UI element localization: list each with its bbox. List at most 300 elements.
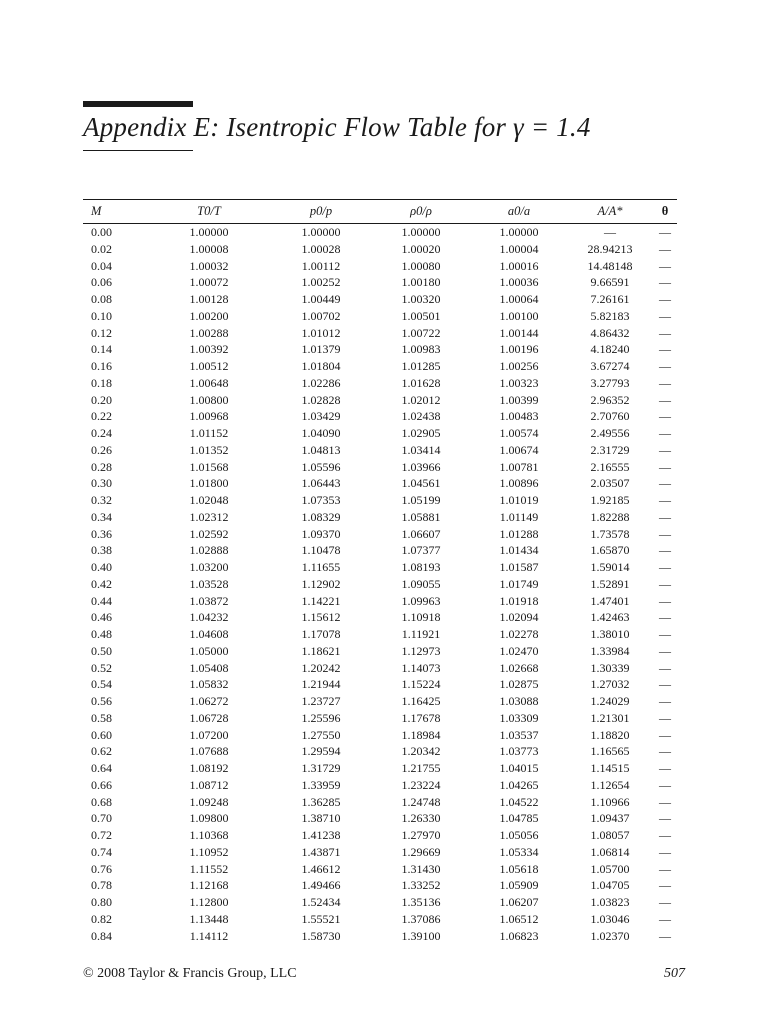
density-ratio-cell: 1.18984 (401, 727, 441, 742)
area-ratio-cell: 1.38010 (590, 627, 630, 641)
pressure-ratio-cell: 1.11655 (301, 560, 341, 574)
mach-cell: 0.04 (91, 258, 112, 273)
theta-cell: — (659, 660, 671, 675)
sound-speed-ratio-cell: 1.01434 (499, 543, 539, 558)
sound-speed-ratio-cell: 1.06512 (499, 911, 539, 926)
density-ratio-cell: 1.02012 (401, 392, 441, 407)
mach-cell: 0.56 (91, 694, 112, 708)
pressure-ratio-cell: 1.43871 (301, 844, 341, 859)
density-ratio-cell: 1.27970 (401, 828, 441, 842)
theta-cell: — (659, 258, 671, 273)
table-row (83, 224, 677, 241)
table-row (83, 861, 677, 878)
mach-cell: 0.12 (91, 325, 112, 340)
temperature-ratio-cell: 1.11552 (189, 861, 229, 876)
sound-speed-ratio-cell: 1.00064 (499, 292, 539, 306)
density-ratio-cell: 1.03966 (401, 459, 441, 474)
table-row (83, 375, 677, 392)
temperature-ratio-cell: 1.02592 (189, 526, 229, 541)
area-ratio-cell: 1.03823 (590, 895, 630, 909)
theta-cell: — (659, 710, 671, 725)
mach-cell: 0.60 (91, 727, 112, 742)
density-ratio-cell: 1.05881 (401, 509, 441, 524)
area-ratio-cell: 1.21301 (590, 710, 630, 725)
area-ratio-cell: 1.08057 (590, 828, 630, 842)
theta-cell: — (659, 275, 671, 290)
theta-cell: — (659, 861, 671, 876)
area-ratio-cell: 1.24029 (590, 694, 630, 708)
table-row (83, 542, 677, 559)
temperature-ratio-cell: 1.00392 (189, 342, 229, 357)
sound-speed-ratio-cell: 1.00144 (499, 325, 539, 340)
mach-cell: 0.80 (91, 895, 112, 909)
table-row (83, 308, 677, 325)
density-ratio-cell: 1.10918 (401, 610, 441, 625)
header-pressure-ratio: p0/p (271, 200, 371, 224)
table-row (83, 459, 677, 476)
mach-cell: 0.26 (91, 442, 112, 457)
theta-cell: — (659, 576, 671, 591)
sound-speed-ratio-cell: 1.05618 (499, 861, 539, 876)
mach-cell: 0.24 (91, 426, 112, 440)
table-row (83, 341, 677, 358)
temperature-ratio-cell: 1.03528 (189, 576, 229, 591)
temperature-ratio-cell: 1.03200 (189, 560, 229, 574)
area-ratio-cell: 1.14515 (590, 761, 630, 775)
temperature-ratio-cell: 1.00512 (189, 359, 229, 373)
theta-cell: — (659, 359, 671, 373)
temperature-ratio-cell: 1.00008 (189, 241, 229, 256)
temperature-ratio-cell: 1.04232 (189, 610, 229, 625)
mach-cell: 0.54 (91, 677, 112, 692)
density-ratio-cell: 1.04561 (401, 476, 441, 491)
area-ratio-cell: 2.96352 (590, 392, 630, 407)
theta-cell: — (659, 308, 671, 323)
theta-cell: — (659, 811, 671, 826)
pressure-ratio-cell: 1.00000 (301, 225, 341, 239)
theta-cell: — (659, 677, 671, 692)
temperature-ratio-cell: 1.05832 (189, 677, 229, 692)
theta-cell: — (659, 878, 671, 893)
mach-cell: 0.14 (91, 342, 112, 357)
pressure-ratio-cell: 1.14221 (301, 593, 341, 608)
theta-cell: — (659, 828, 671, 842)
density-ratio-cell: 1.31430 (401, 861, 441, 876)
sound-speed-ratio-cell: 1.03537 (499, 727, 539, 742)
pressure-ratio-cell: 1.00702 (301, 308, 341, 323)
table-row (83, 928, 677, 945)
mach-cell: 0.74 (91, 844, 112, 859)
sound-speed-ratio-cell: 1.00256 (499, 359, 539, 373)
sound-speed-ratio-cell: 1.00574 (499, 426, 539, 440)
theta-cell: — (659, 794, 671, 809)
table-row (83, 576, 677, 593)
mach-cell: 0.16 (91, 359, 112, 373)
temperature-ratio-cell: 1.06272 (189, 694, 229, 708)
temperature-ratio-cell: 1.04608 (189, 627, 229, 641)
pressure-ratio-cell: 1.58730 (301, 928, 341, 943)
density-ratio-cell: 1.14073 (401, 660, 441, 675)
sound-speed-ratio-cell: 1.01149 (499, 509, 539, 524)
mach-cell: 0.78 (91, 878, 112, 893)
sound-speed-ratio-cell: 1.03773 (499, 744, 539, 759)
density-ratio-cell: 1.12973 (401, 643, 441, 658)
pressure-ratio-cell: 1.12902 (301, 576, 341, 591)
area-ratio-cell: 14.48148 (587, 258, 633, 273)
temperature-ratio-cell: 1.01800 (189, 476, 229, 491)
area-ratio-cell: 5.82183 (590, 308, 630, 323)
density-ratio-cell: 1.11921 (401, 627, 441, 641)
sound-speed-ratio-cell: 1.06823 (499, 928, 539, 943)
table-row (83, 827, 677, 844)
area-ratio-cell: 1.18820 (590, 727, 630, 742)
sound-speed-ratio-cell: 1.00399 (499, 392, 539, 407)
header-temperature-ratio: T0/T (123, 200, 271, 224)
theta-cell: — (659, 543, 671, 558)
density-ratio-cell: 1.00320 (401, 292, 441, 306)
temperature-ratio-cell: 1.09800 (189, 811, 229, 826)
temperature-ratio-cell: 1.01568 (189, 459, 229, 474)
table-row (83, 760, 677, 777)
density-ratio-cell: 1.00080 (401, 258, 441, 273)
theta-cell: — (659, 476, 671, 491)
sound-speed-ratio-cell: 1.02875 (499, 677, 539, 692)
table-row (83, 274, 677, 291)
area-ratio-cell: 1.05700 (590, 861, 630, 876)
density-ratio-cell: 1.15224 (401, 677, 441, 692)
sound-speed-ratio-cell: 1.02278 (499, 627, 539, 641)
sound-speed-ratio-cell: 1.01288 (499, 526, 539, 541)
temperature-ratio-cell: 1.05408 (189, 660, 229, 675)
sound-speed-ratio-cell: 1.04785 (499, 811, 539, 826)
density-ratio-cell: 1.00501 (401, 308, 441, 323)
density-ratio-cell: 1.23224 (401, 777, 441, 792)
temperature-ratio-cell: 1.07200 (189, 727, 229, 742)
pressure-ratio-cell: 1.25596 (301, 710, 341, 725)
temperature-ratio-cell: 1.14112 (189, 928, 229, 943)
area-ratio-cell: 1.02370 (590, 928, 630, 943)
temperature-ratio-cell: 1.02048 (189, 493, 229, 507)
sound-speed-ratio-cell: 1.05056 (499, 828, 539, 842)
sound-speed-ratio-cell: 1.00100 (499, 308, 539, 323)
theta-cell: — (659, 225, 671, 239)
pressure-ratio-cell: 1.52434 (301, 895, 341, 909)
pressure-ratio-cell: 1.00252 (301, 275, 341, 290)
theta-cell: — (659, 744, 671, 759)
density-ratio-cell: 1.07377 (401, 543, 441, 558)
sound-speed-ratio-cell: 1.02094 (499, 610, 539, 625)
temperature-ratio-cell: 1.06728 (189, 710, 229, 725)
temperature-ratio-cell: 1.07688 (189, 744, 229, 759)
table-row (83, 609, 677, 626)
temperature-ratio-cell: 1.00200 (189, 308, 229, 323)
table-row (83, 844, 677, 861)
temperature-ratio-cell: 1.00072 (189, 275, 229, 290)
table-row (83, 626, 677, 643)
density-ratio-cell: 1.16425 (401, 694, 441, 708)
temperature-ratio-cell: 1.08712 (189, 777, 229, 792)
mach-cell: 0.42 (91, 576, 112, 591)
pressure-ratio-cell: 1.49466 (301, 878, 341, 893)
sound-speed-ratio-cell: 1.02470 (499, 643, 539, 658)
table-row (83, 492, 677, 509)
pressure-ratio-cell: 1.27550 (301, 727, 341, 742)
table-body (83, 224, 677, 945)
temperature-ratio-cell: 1.00128 (189, 292, 229, 306)
mach-cell: 0.46 (91, 610, 112, 625)
page-number: 507 (664, 966, 685, 981)
area-ratio-cell: 4.86432 (590, 325, 630, 340)
area-ratio-cell: 1.59014 (590, 560, 630, 574)
table-row (83, 593, 677, 610)
pressure-ratio-cell: 1.02286 (301, 375, 341, 390)
table-row (83, 509, 677, 526)
pressure-ratio-cell: 1.31729 (301, 761, 341, 775)
mach-cell: 0.82 (91, 911, 112, 926)
density-ratio-cell: 1.24748 (401, 794, 441, 809)
mach-cell: 0.84 (91, 928, 112, 943)
sound-speed-ratio-cell: 1.04015 (499, 761, 539, 775)
pressure-ratio-cell: 1.20242 (301, 660, 341, 675)
table-header-row (83, 200, 677, 224)
pressure-ratio-cell: 1.02828 (301, 392, 341, 407)
pressure-ratio-cell: 1.23727 (301, 694, 341, 708)
sound-speed-ratio-cell: 1.00016 (499, 258, 539, 273)
pressure-ratio-cell: 1.00112 (301, 258, 341, 273)
theta-cell: — (659, 895, 671, 909)
theta-cell: — (659, 777, 671, 792)
table-row (83, 408, 677, 425)
theta-cell: — (659, 560, 671, 574)
temperature-ratio-cell: 1.10952 (189, 844, 229, 859)
sound-speed-ratio-cell: 1.00323 (499, 375, 539, 390)
temperature-ratio-cell: 1.00288 (189, 325, 229, 340)
title-underline (83, 150, 193, 151)
mach-cell: 0.02 (91, 241, 112, 256)
table-row (83, 291, 677, 308)
sound-speed-ratio-cell: 1.00483 (499, 409, 539, 424)
mach-cell: 0.20 (91, 392, 112, 407)
table-row (83, 660, 677, 677)
table-row (83, 358, 677, 375)
table-row (83, 526, 677, 543)
area-ratio-cell: 1.65870 (590, 543, 630, 558)
sound-speed-ratio-cell: 1.01749 (499, 576, 539, 591)
sound-speed-ratio-cell: 1.00896 (499, 476, 539, 491)
mach-cell: 0.40 (91, 560, 112, 574)
density-ratio-cell: 1.09055 (401, 576, 441, 591)
sound-speed-ratio-cell: 1.00674 (499, 442, 539, 457)
area-ratio-cell: 28.94213 (587, 241, 633, 256)
theta-cell: — (659, 509, 671, 524)
mach-cell: 0.34 (91, 509, 112, 524)
area-ratio-cell: 1.47401 (590, 593, 630, 608)
mach-cell: 0.44 (91, 593, 112, 608)
density-ratio-cell: 1.29669 (401, 844, 441, 859)
table-row (83, 810, 677, 827)
theta-cell: — (659, 241, 671, 256)
density-ratio-cell: 1.00983 (401, 342, 441, 357)
temperature-ratio-cell: 1.01152 (189, 426, 229, 440)
sound-speed-ratio-cell: 1.02668 (499, 660, 539, 675)
mach-cell: 0.00 (91, 225, 112, 239)
table-row (83, 475, 677, 492)
area-ratio-cell: 1.52891 (590, 576, 630, 591)
pressure-ratio-cell: 1.04813 (301, 442, 341, 457)
sound-speed-ratio-cell: 1.05909 (499, 878, 539, 893)
theta-cell: — (659, 643, 671, 658)
mach-cell: 0.76 (91, 861, 112, 876)
area-ratio-cell: 1.33984 (590, 643, 630, 658)
density-ratio-cell: 1.17678 (401, 710, 441, 725)
temperature-ratio-cell: 1.12168 (189, 878, 229, 893)
theta-cell: — (659, 694, 671, 708)
table-row (83, 241, 677, 258)
area-ratio-cell: 1.03046 (590, 911, 630, 926)
temperature-ratio-cell: 1.13448 (189, 911, 229, 926)
density-ratio-cell: 1.20342 (401, 744, 441, 759)
header-sound-speed-ratio: a0/a (471, 200, 567, 224)
theta-cell: — (659, 761, 671, 775)
table-row (83, 877, 677, 894)
theta-cell: — (659, 325, 671, 340)
pressure-ratio-cell: 1.29594 (301, 744, 341, 759)
isentropic-flow-table (83, 199, 677, 944)
density-ratio-cell: 1.00722 (401, 325, 441, 340)
density-ratio-cell: 1.01285 (401, 359, 441, 373)
mach-cell: 0.32 (91, 493, 112, 507)
density-ratio-cell: 1.39100 (401, 928, 441, 943)
mach-cell: 0.58 (91, 710, 112, 725)
area-ratio-cell: 3.67274 (590, 359, 630, 373)
header-density-ratio: ρ0/ρ (371, 200, 471, 224)
sound-speed-ratio-cell: 1.01587 (499, 560, 539, 574)
pressure-ratio-cell: 1.00028 (301, 241, 341, 256)
density-ratio-cell: 1.37086 (401, 911, 441, 926)
isentropic-flow-table-container (83, 199, 677, 944)
pressure-ratio-cell: 1.17078 (301, 627, 341, 641)
temperature-ratio-cell: 1.05000 (189, 643, 229, 658)
pressure-ratio-cell: 1.07353 (301, 493, 341, 507)
theta-cell: — (659, 442, 671, 457)
table-row (83, 643, 677, 660)
density-ratio-cell: 1.00000 (401, 225, 441, 239)
table-row (83, 258, 677, 275)
temperature-ratio-cell: 1.02312 (189, 509, 229, 524)
pressure-ratio-cell: 1.06443 (301, 476, 341, 491)
density-ratio-cell: 1.06607 (401, 526, 441, 541)
theta-cell: — (659, 844, 671, 859)
area-ratio-cell: 1.12654 (590, 777, 630, 792)
theta-cell: — (659, 928, 671, 943)
theta-cell: — (659, 627, 671, 641)
mach-cell: 0.30 (91, 476, 112, 491)
mach-cell: 0.22 (91, 409, 112, 424)
sound-speed-ratio-cell: 1.03088 (499, 694, 539, 708)
density-ratio-cell: 1.02438 (401, 409, 441, 424)
pressure-ratio-cell: 1.01379 (301, 342, 341, 357)
pressure-ratio-cell: 1.01804 (301, 359, 341, 373)
area-ratio-cell: 1.92185 (590, 493, 630, 507)
sound-speed-ratio-cell: 1.00004 (499, 241, 539, 256)
table-row (83, 727, 677, 744)
temperature-ratio-cell: 1.00000 (189, 225, 229, 239)
area-ratio-cell: 2.03507 (590, 476, 630, 491)
pressure-ratio-cell: 1.41238 (301, 828, 341, 842)
table-row (83, 442, 677, 459)
table-row (83, 693, 677, 710)
theta-cell: — (659, 593, 671, 608)
header-theta: θ (653, 200, 677, 224)
area-ratio-cell: 1.09437 (590, 811, 630, 826)
density-ratio-cell: 1.00180 (401, 275, 441, 290)
temperature-ratio-cell: 1.08192 (189, 761, 229, 775)
mach-cell: 0.50 (91, 643, 112, 658)
area-ratio-cell: 1.30339 (590, 660, 630, 675)
density-ratio-cell: 1.01628 (401, 375, 441, 390)
sound-speed-ratio-cell: 1.01019 (499, 493, 539, 507)
pressure-ratio-cell: 1.18621 (301, 643, 341, 658)
theta-cell: — (659, 426, 671, 440)
theta-cell: — (659, 409, 671, 424)
table-row (83, 911, 677, 928)
copyright-notice: © 2008 Taylor & Francis Group, LLC (83, 966, 297, 981)
area-ratio-cell: 4.18240 (590, 342, 630, 357)
mach-cell: 0.52 (91, 660, 112, 675)
temperature-ratio-cell: 1.00032 (189, 258, 229, 273)
theta-cell: — (659, 459, 671, 474)
density-ratio-cell: 1.03414 (401, 442, 441, 457)
theta-cell: — (659, 342, 671, 357)
pressure-ratio-cell: 1.08329 (301, 509, 341, 524)
mach-cell: 0.66 (91, 777, 112, 792)
pressure-ratio-cell: 1.21944 (301, 677, 341, 692)
density-ratio-cell: 1.00020 (401, 241, 441, 256)
theta-cell: — (659, 727, 671, 742)
table-row (83, 325, 677, 342)
area-ratio-cell: 1.06814 (590, 844, 630, 859)
mach-cell: 0.48 (91, 627, 112, 641)
table-row (83, 894, 677, 911)
temperature-ratio-cell: 1.03872 (189, 593, 229, 608)
density-ratio-cell: 1.35136 (401, 895, 441, 909)
pressure-ratio-cell: 1.10478 (301, 543, 341, 558)
theta-cell: — (659, 392, 671, 407)
density-ratio-cell: 1.21755 (401, 761, 441, 775)
temperature-ratio-cell: 1.00648 (189, 375, 229, 390)
density-ratio-cell: 1.02905 (401, 426, 441, 440)
theta-cell: — (659, 526, 671, 541)
area-ratio-cell: 1.16565 (590, 744, 630, 759)
area-ratio-cell: 1.04705 (590, 878, 630, 893)
sound-speed-ratio-cell: 1.05334 (499, 844, 539, 859)
header-area-ratio: A/A* (567, 200, 653, 224)
table-row (83, 559, 677, 576)
pressure-ratio-cell: 1.03429 (301, 409, 341, 424)
pressure-ratio-cell: 1.36285 (301, 794, 341, 809)
area-ratio-cell: 1.10966 (590, 794, 630, 809)
pressure-ratio-cell: 1.04090 (301, 426, 341, 440)
table-row (83, 392, 677, 409)
mach-cell: 0.62 (91, 744, 112, 759)
table-row (83, 710, 677, 727)
table-row (83, 777, 677, 794)
mach-cell: 0.36 (91, 526, 112, 541)
area-ratio-cell: 1.42463 (590, 610, 630, 625)
mach-cell: 0.28 (91, 459, 112, 474)
table-row (83, 743, 677, 760)
pressure-ratio-cell: 1.01012 (301, 325, 341, 340)
